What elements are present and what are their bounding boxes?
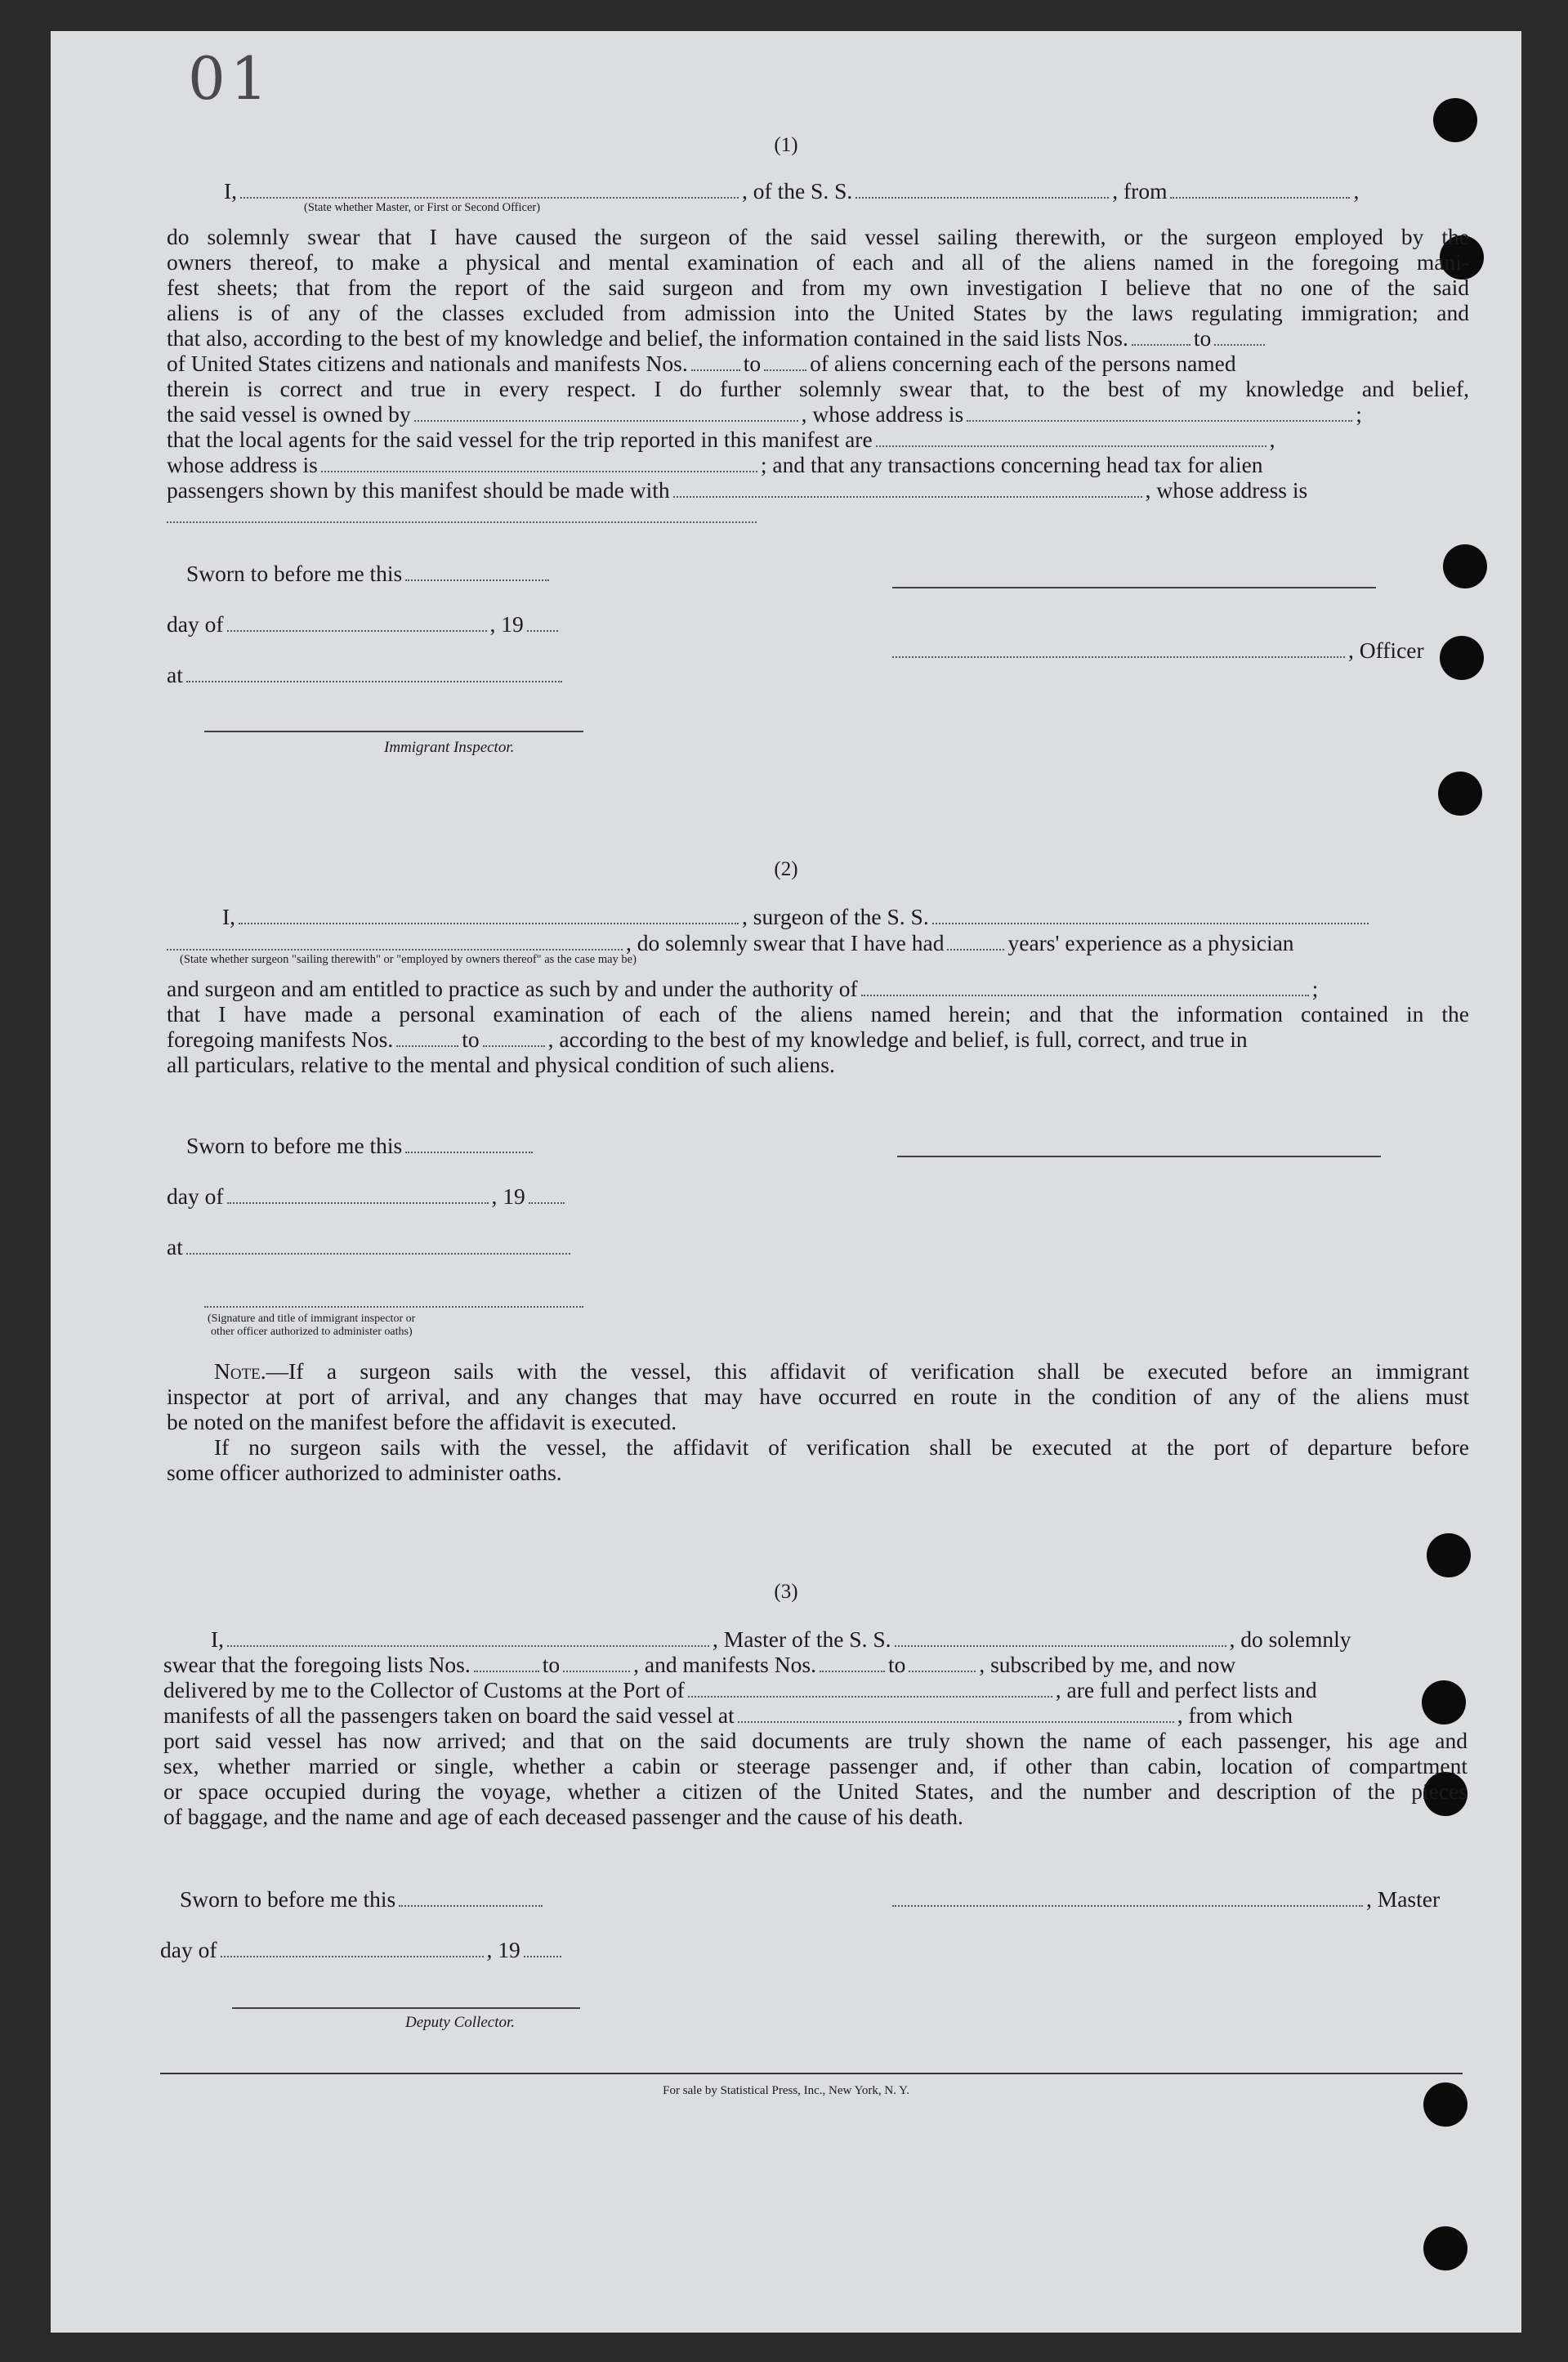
officer-name-field[interactable]: [240, 181, 739, 199]
s3-manifests-to-field[interactable]: [909, 1654, 976, 1672]
s2-year-field[interactable]: [529, 1186, 565, 1204]
s2-signature-line[interactable]: [897, 1156, 1381, 1157]
s1-month-field[interactable]: [227, 614, 487, 632]
s3-para-line: sex, whether married or single, whether a cabin or steerage passenger and, if other than cabin, location of compartment: [163, 1753, 1467, 1778]
master-name-field[interactable]: [227, 1629, 709, 1647]
s3-lists-from-field[interactable]: [474, 1654, 539, 1672]
boarding-port-field[interactable]: [738, 1705, 1174, 1723]
s2-para-line: that I have made a personal examination of each of the aliens named herein; and that the information contained in the: [167, 1001, 1469, 1027]
printer-footer: For sale by Statistical Press, Inc., New York, N. Y.: [663, 2084, 909, 2097]
s3-line1: I, , Master of the S. S. , do solemnly: [211, 1626, 1351, 1652]
s1-para-line: that the local agents for the said vessel for the trip reported in this manifest are ,: [167, 427, 1275, 452]
punch-hole: [1438, 772, 1482, 816]
s3-line2: swear that the foregoing lists Nos. to , and manifests Nos. to , subscribed by me, and now: [163, 1652, 1236, 1677]
s2-para-line: all particulars, relative to the mental and physical condition of such aliens.: [167, 1052, 835, 1077]
s1-officer-caption: (State whether Master, or First or Second Officer): [304, 201, 541, 214]
s1-para-line: aliens is of any of the classes excluded from admission into the United States by the laws regulating immigration; and: [167, 300, 1469, 325]
punch-hole: [1443, 544, 1487, 588]
local-agents-field[interactable]: [876, 429, 1266, 447]
s1-inspector-signature-line[interactable]: [204, 731, 583, 732]
manifest-affidavit-page: [51, 31, 1521, 2333]
section-number-1: (1): [774, 134, 798, 156]
s1-place-field[interactable]: [186, 664, 562, 682]
punch-hole: [1423, 2226, 1467, 2270]
vessel-owner-field[interactable]: [414, 404, 798, 422]
s2-surgeon-caption: (State whether surgeon "sailing therewith" or "employed by owners thereof" as the case may be): [180, 953, 637, 966]
owner-address-field[interactable]: [967, 404, 1352, 422]
lists-to-field[interactable]: [1214, 328, 1265, 346]
s2-manifests-to-field[interactable]: [483, 1029, 545, 1047]
arrival-port-field[interactable]: [688, 1680, 1052, 1698]
s1-para-line: whose address is ; and that any transactions concerning head tax for alien: [167, 452, 1263, 477]
practice-authority-field[interactable]: [861, 978, 1309, 996]
s1-para-line: of United States citizens and nationals and manifests Nos. to of aliens concerning each of the persons named: [167, 351, 1236, 376]
s2-at-line: at: [167, 1234, 574, 1259]
page-stamp-number: 01: [188, 44, 273, 113]
s1-para-line: do solemnly swear that I have caused the surgeon of the said vessel sailing therewith, or the surgeon employed by the: [167, 224, 1469, 249]
note-line: inspector at port of arrival, and any changes that may have occurred en route in the condition of any of the aliens must: [167, 1384, 1469, 1409]
s1-para-line: the said vessel is owned by , whose address is ;: [167, 401, 1362, 427]
s3-sworn-line: Sworn to before me this: [180, 1886, 546, 1912]
s1-dayof-line: day of , 19: [167, 611, 561, 637]
head-tax-contact-field[interactable]: [673, 480, 1142, 498]
punch-hole: [1427, 1533, 1471, 1577]
s3-collector-caption: Deputy Collector.: [405, 2014, 516, 2031]
section-number-2: (2): [774, 858, 798, 880]
lists-from-field[interactable]: [1132, 328, 1191, 346]
s2-vessel-field[interactable]: [932, 906, 1369, 924]
punch-hole: [1440, 636, 1484, 680]
s3-collector-signature-line[interactable]: [232, 2007, 580, 2009]
section-number-3: (3): [774, 1581, 798, 1603]
s1-para-line: fest sheets; that from the report of the said surgeon and from my own investigation I believe that no one of the said: [167, 275, 1469, 300]
s3-month-field[interactable]: [221, 1939, 484, 1957]
s2-signature-caption-line: other officer authorized to administer oaths): [211, 1326, 413, 1338]
s1-line1: I, , of the S. S. , from ,: [224, 178, 1360, 204]
s2-dayof-line: day of , 19: [167, 1183, 568, 1209]
surgeon-name-field[interactable]: [239, 906, 739, 924]
s1-para-line: therein is correct and true in every respect. I do further solemnly swear that, to the best of my knowledge and belief,: [167, 376, 1469, 401]
s3-line4: manifests of all the passengers taken on board the said vessel at , from which: [163, 1702, 1293, 1728]
s3-master-signature-field[interactable]: [892, 1889, 1363, 1907]
head-tax-address-field[interactable]: [167, 521, 757, 523]
s1-year-field[interactable]: [527, 614, 558, 632]
s1-para-line: passengers shown by this manifest should be made with , whose address is: [167, 477, 1308, 503]
note-label: Note.: [214, 1358, 266, 1384]
departure-port-field[interactable]: [1170, 181, 1350, 199]
manifests-to-field[interactable]: [764, 353, 806, 371]
s2-signature-caption-line: (Signature and title of immigrant inspector or: [208, 1313, 416, 1325]
s3-vessel-field[interactable]: [895, 1629, 1226, 1647]
s2-line2: , do solemnly swear that I have had years' experience as a physician: [167, 930, 1294, 955]
s2-official-signature-line[interactable]: [204, 1306, 583, 1308]
vessel-name-field[interactable]: [855, 181, 1109, 199]
note-line: If no surgeon sails with the vessel, the affidavit of verification shall be executed at the port of departure before: [214, 1434, 1469, 1460]
s2-para-line: foregoing manifests Nos. to , according to the best of my knowledge and belief, is full, correct, and true in: [167, 1027, 1248, 1052]
s3-master-line: , Master: [892, 1886, 1440, 1912]
s1-sworn-line: Sworn to before me this: [186, 561, 552, 586]
s2-month-field[interactable]: [227, 1186, 489, 1204]
s3-lists-to-field[interactable]: [563, 1654, 630, 1672]
s2-manifests-from-field[interactable]: [396, 1029, 458, 1047]
s2-para-line: and surgeon and am entitled to practice as such by and under the authority of ;: [167, 976, 1319, 1001]
s1-para-line: that also, according to the best of my knowledge and belief, the information contained in the said lists Nos. to: [167, 325, 1268, 351]
s1-signature-line[interactable]: [892, 587, 1376, 588]
s2-line1: I, , surgeon of the S. S.: [222, 904, 1372, 929]
s1-inspector-caption: Immigrant Inspector.: [384, 739, 515, 756]
s1-officer-signature-field[interactable]: [892, 640, 1345, 658]
surgeon-status-field[interactable]: [167, 933, 623, 951]
footer-divider: [160, 2073, 1463, 2074]
years-experience-field[interactable]: [947, 933, 1004, 951]
s2-place-field[interactable]: [186, 1237, 570, 1255]
s1-at-line: at: [167, 662, 565, 687]
s2-sworn-line: Sworn to before me this: [186, 1133, 536, 1158]
s3-para-line: port said vessel has now arrived; and that on the said documents are truly shown the name of each passenger, his age and: [163, 1728, 1467, 1753]
manifests-from-field[interactable]: [691, 353, 740, 371]
s3-year-field[interactable]: [524, 1939, 561, 1957]
note-line: Note.—If a surgeon sails with the vessel, this affidavit of verification shall be executed before an immigrant: [214, 1358, 1469, 1384]
s3-para-line: of baggage, and the name and age of each deceased passenger and the cause of his death.: [163, 1804, 963, 1829]
s3-para-line: or space occupied during the voyage, whether a citizen of the United States, and the number and description of the pieces: [163, 1778, 1467, 1804]
s1-officer-line: , Officer: [892, 637, 1424, 663]
note-line: some officer authorized to administer oaths.: [167, 1460, 562, 1485]
s3-line3: delivered by me to the Collector of Customs at the Port of , are full and perfect lists and: [163, 1677, 1317, 1702]
note-line: be noted on the manifest before the affidavit is executed.: [167, 1409, 677, 1434]
punch-hole: [1422, 1680, 1466, 1725]
s3-dayof-line: day of , 19: [160, 1937, 565, 1962]
s3-manifests-from-field[interactable]: [820, 1654, 885, 1672]
s1-para-line: owners thereof, to make a physical and mental examination of each and all of the aliens named in the foregoing mani-: [167, 249, 1469, 275]
agents-address-field[interactable]: [321, 454, 757, 472]
s1-sworn-date-field[interactable]: [405, 563, 549, 581]
s2-sworn-date-field[interactable]: [405, 1135, 533, 1153]
s3-sworn-date-field[interactable]: [399, 1889, 543, 1907]
